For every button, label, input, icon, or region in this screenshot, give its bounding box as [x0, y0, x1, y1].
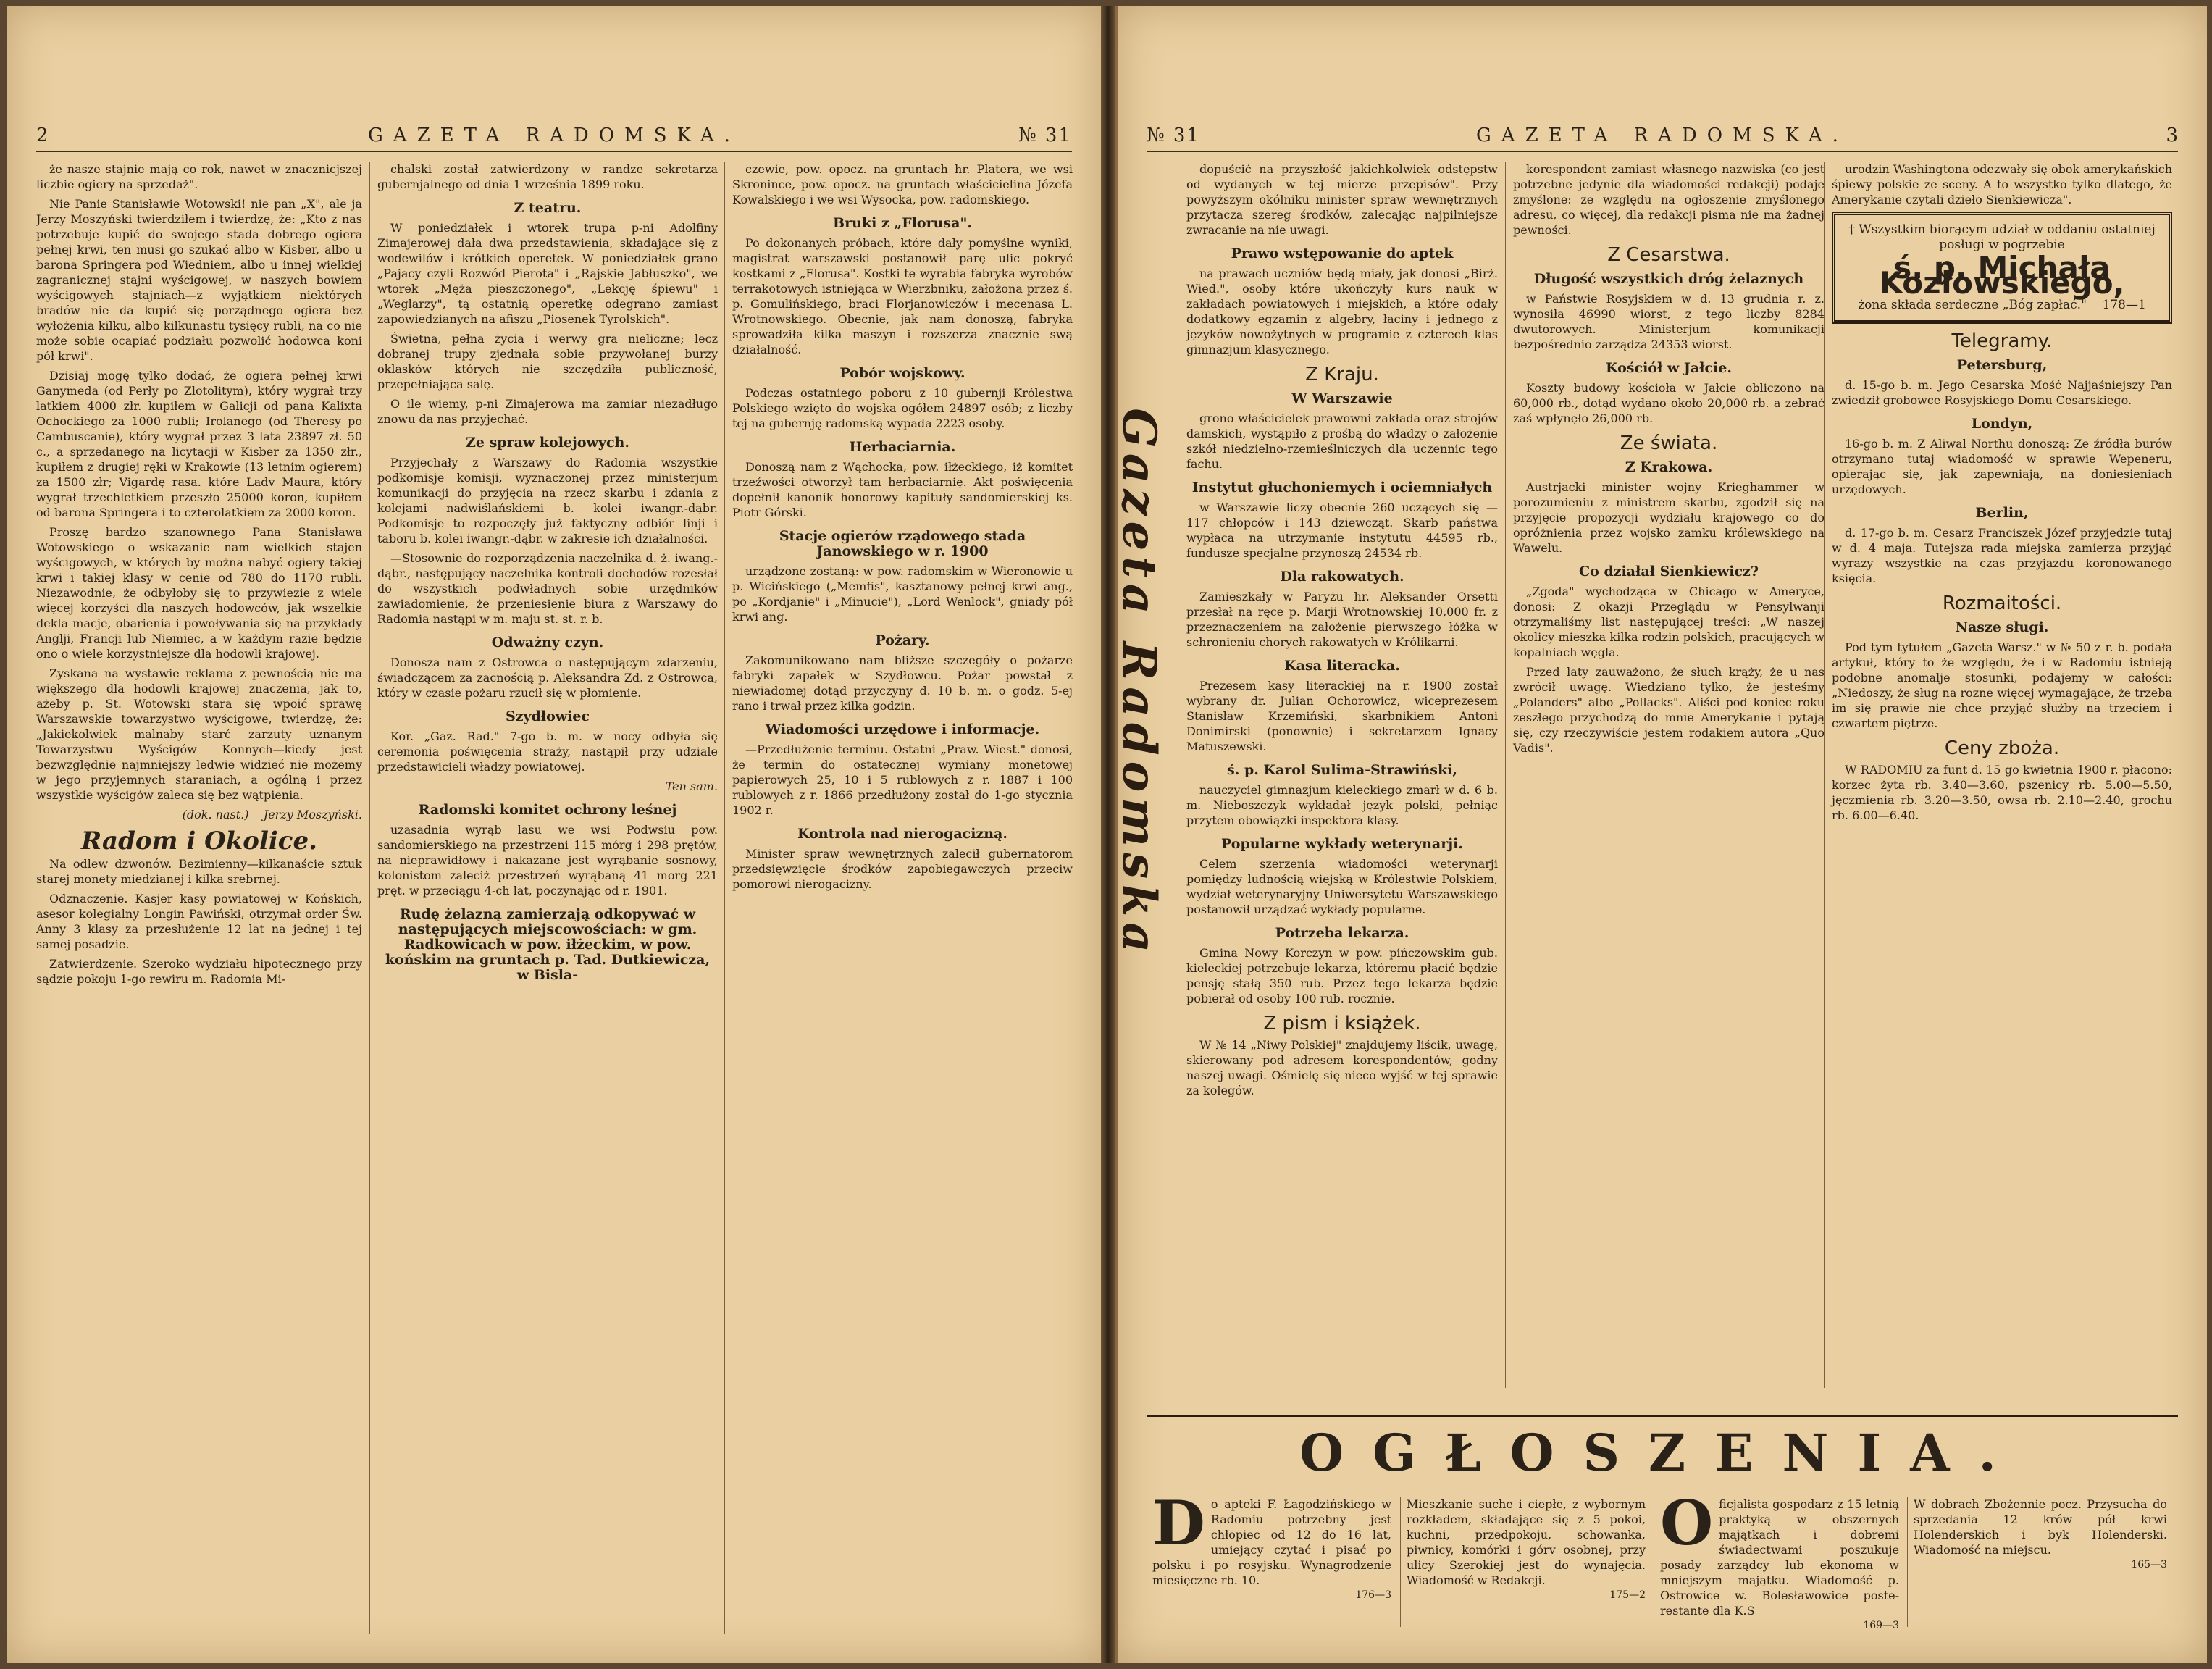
- paragraph: —Stosownie do rozporządzenia naczelnika d. ż. iwang.-dąbr., następujący naczelnika kontroli dochodów rozesłał do wszystkich podwładnych sobie urzędników zawiadomienie, że przeniesienie biura z Warszawy do Radomia nastąpi w m. maju st. st. r. b.: [377, 551, 718, 626]
- paragraph: Donoszą nam z Wąchocka, pow. iłżeckiego, iż komitet trzeźwości otworzył tam herbaciarnię. Akt poświęcenia dopełnił kanonik honorowy kapituły sandomierskiej ks. Piotr Górski.: [732, 460, 1073, 519]
- paragraph: Zamieszkały w Paryżu hr. Aleksander Orsetti przesłał na ręce p. Marji Wrotnowskiej 10,000 fr. z przeznaczeniem na założenie pierwszego łóżka w schronieniu chorych rakowatych w Królikarni.: [1186, 590, 1498, 649]
- article-heading: Kościół w Jałcie.: [1606, 360, 1732, 376]
- article-heading: Potrzeba lekarza.: [1275, 925, 1409, 941]
- masthead: GAZETA RADOMSKA.: [368, 125, 740, 146]
- paragraph: uzasadnia wyrąb lasu we wsi Podwsiu pow. sandomierskiego na przestrzeni 115 mórg i 298 prętów, na nieprawidłowy i nakazane jest wyrąbanie sosnowy, kolonistom zaleciż przestrzeń wyrąbaną 41 morg 221 pręt. w przeciągu 4-ch lat, poczynając od r. 1901.: [377, 823, 718, 898]
- section-heading: Radom i Okolice.: [81, 827, 317, 856]
- right-page: [1115, 6, 2207, 1663]
- paragraph: O ile wiemy, p-ni Zimajerowa ma zamiar niezadługo znowu da nas przyjechać.: [377, 397, 718, 426]
- paragraph: Austrjacki minister wojny Krieghammer w porozumieniu z ministrem skarbu, zgodził się na przyjęcie propozycji wydziału krajowego co do opróżnienia przez wojsko zamku królewskiego na Wawelu.: [1513, 480, 1825, 555]
- column-2: [369, 162, 718, 1634]
- column-1: [36, 162, 362, 1634]
- section-heading: Rozmaitości.: [1942, 593, 2062, 614]
- paragraph: grono właścicielek prawowni zakłada oraz strojów damskich, wystąpiło z prośbą do władzy o założenie szkół niedzielno-rzemieślniczych dla uczennic tego fachu.: [1186, 411, 1498, 471]
- paragraph: Na odlew dzwonów. Bezimienny—kilkanaście sztuk starej monety miedzianej i kilka srebrnej.: [36, 857, 362, 886]
- paragraph: korespondent zamiast własnego nazwiska (co jest potrzebne jedynie dla wiadomości redakcji) podaje zmyślone: ze względu na ogłoszenie zmyślonego adresu, co więcej, dla redakcji pisma nie ma żadnej pewności.: [1513, 162, 1825, 237]
- ad-pharmacy: [1147, 1487, 1397, 1627]
- obituary-closing: żona składa serdeczne „Bóg zapłać." 178—1: [1858, 298, 2146, 312]
- article-heading: W Warszawie: [1291, 390, 1393, 406]
- article-signature: (dok. nast.) Jerzy Moszyński.: [182, 808, 362, 821]
- issue-number: № 31: [1147, 125, 1200, 146]
- article-heading: Kontrola nad nierogacizną.: [797, 826, 1007, 842]
- column-1: [1186, 162, 1498, 1388]
- article-heading: Berlin,: [1975, 505, 2029, 521]
- paragraph: d. 15-go b. m. Jego Cesarska Mość Najjaśniejszy Pan zwiedził grobowce Rosyjskiego Domu Cesarskiego.: [1832, 378, 2172, 407]
- article-heading: Bruki z „Florusa".: [833, 215, 972, 231]
- article-heading: Ze spraw kolejowych.: [466, 435, 629, 451]
- ad-text: o apteki F. Łagodzińskiego w Radomiu potrzebny jest chłopiec od 12 do 16 lat, umiejący czytać i pisać po polsku i po rosyjsku. Wynagrodzenie miesięczne rb. 10.: [1152, 1497, 1391, 1587]
- article-heading: Rudę żelazną zamierzają odkopywać w następujących miejscowościach: w gm. Radkowicach w pow. iłżeckim, w pow. końskim na gruntach p. Tad. Dutkiewicza, w Bisla-: [385, 906, 711, 983]
- article-signature: Ten sam.: [665, 779, 718, 793]
- article-heading: Wiadomości urzędowe i informacje.: [765, 721, 1040, 737]
- ad-apartment: [1400, 1497, 1651, 1627]
- article-heading: Szydłowiec: [505, 708, 590, 724]
- paragraph: Przyjechały z Warszawy do Radomia wszystkie podkomisje komisji, wyznaczonej przez ministerjum komunikacji do przyjęcia na rzecz skarbu i zdania z kolejami nadwiślańskiemi b. kolei iwangr.-dąbr. Podkomisje to rozpoczęły już faktyczny odbiór linji i taboru b. kolei iwangr.-dąbr. w zakresie ich działalności.: [377, 456, 718, 545]
- article-heading: Petersburg,: [1956, 357, 2048, 373]
- article-heading: Instytut głuchoniemych i ociemniałych: [1191, 480, 1493, 495]
- article-heading: Pożary.: [875, 632, 930, 648]
- newspaper-spread: [7, 6, 2205, 1663]
- ad-code: 169—3: [1863, 1620, 1899, 1631]
- drop-cap: O: [1660, 1487, 1714, 1559]
- paragraph: Kor. „Gaz. Rad." 7-go b. m. w nocy odbyła się ceremonia poświęcenia straży, nastąpił przy udziale przedstawicieli władzy powiatowej.: [377, 729, 718, 774]
- paragraph: „Zgoda" wychodząca w Chicago w Ameryce, donosi: Z okazji Przeglądu w Pensylwanji otrzymaliśmy list następującej treści: „W naszej okolicy mieszka kilka rodzin polskich, pracujących w kopalniach węgla.: [1513, 585, 1825, 659]
- article-heading: Długość wszystkich dróg żelaznych: [1533, 271, 1804, 287]
- article-heading: Popularne wykłady weterynarji.: [1221, 836, 1463, 852]
- section-heading: Z Kraju.: [1305, 364, 1379, 385]
- article-heading: Kasa literacka.: [1284, 658, 1400, 674]
- article-heading: Stacje ogierów rządowego stada Janowskiego w r. 1900: [779, 528, 1026, 559]
- article-heading: Z teatru.: [514, 200, 582, 216]
- paragraph: Odznaczenie. Kasjer kasy powiatowej w Końskich, asesor kolegialny Longin Pawiński, otrzymał order Św. Anny 3 klasy za przesłużenie 12 lat na jednej i tej samej posadzie.: [36, 892, 362, 951]
- article-heading: Pobór wojskowy.: [839, 365, 965, 381]
- obituary-name: ś. p. Michała Kozłowskiego,: [1879, 250, 2125, 301]
- page-number: 2: [36, 125, 49, 146]
- paragraph: Zatwierdzenie. Szeroko wydziału hipotecznego przy sądzie pokoju 1-go rewiru m. Radomia Mi-: [36, 957, 362, 986]
- ad-code: 175—2: [1609, 1589, 1646, 1601]
- paragraph: W RADOMIU za funt d. 15 go kwietnia 1900 r. płacono: korzec żyta rb. 3.40—3.60, pszenicy rb. 5.00—5.50, jęczmienia rb. 3.20—3.50, owsa rb. 2.10—2.40, grochu rb. 6.00—6.40.: [1832, 763, 2172, 822]
- drop-cap: D: [1152, 1487, 1205, 1559]
- section-heading: Z pism i książek.: [1263, 1013, 1421, 1034]
- left-page: [7, 6, 1103, 1663]
- ad-text: Mieszkanie suche i ciepłe, z wybornym rozkładem, składające się z 5 pokoi, kuchni, przedpokoju, schowanka, piwnicy, komórki i górv osobnej, przy ulicy Szerokiej jest do wynajęcia. Wiadomość w Redakcji.: [1407, 1497, 1646, 1587]
- article-heading: ś. p. Karol Sulima-Strawiński,: [1227, 762, 1457, 778]
- paragraph: Pod tym tytułem „Gazeta Warsz." w № 50 z r. b. podała artykuł, który to że względu, że i w Radomiu istnieją podobne anomalje stosunki, podajemy w całości: „Niedoszy, że sług na rozne więcej wymagające, że trzeba im się prawie nie chce przyjąć służby na trzeciem i czwartem piętrze.: [1832, 640, 2172, 730]
- article-heading: Odważny czyn.: [491, 635, 604, 651]
- article-heading: Londyn,: [1971, 416, 2033, 432]
- paragraph: Prezesem kasy literackiej na r. 1900 został wybrany dr. Julian Ochorowicz, wiceprezesem Stanisław Krzemiński, skarbnikiem Antoni Donimirski (ponownie) i sekretarzem Ignacy Matuszewski.: [1186, 679, 1498, 753]
- article-heading: Z Krakowa.: [1625, 459, 1713, 475]
- article-heading: Radomski komitet ochrony leśnej: [418, 802, 677, 818]
- ads-heading: OGŁOSZENIA.: [1299, 1423, 2025, 1483]
- article-heading: Nasze sługi.: [1955, 619, 2049, 635]
- running-head: [1147, 122, 2178, 152]
- running-head: [36, 122, 1072, 152]
- paragraph: Proszę bardzo szanownego Pana Stanisława Wotowskiego o wskazanie nam wielkich stajen wyścigowych, w których by można nabyć ogiery takiej krwi i takiej klasy w cenie od 780 do 1170 rubli. Niezawodnie, że odbyłoby się to przywiezie z wiele więcej korzyści dla naszych hodowców, jak wszelkie dekla macje, obarienia i powoływania się na przykłady Anglji, Francji lub Niemiec, a w każdym razie będzie ono o wiele korzystniejsze dla hodowli krajowej.: [36, 525, 362, 661]
- advertisements-section: [1147, 1415, 2178, 1634]
- issue-number: № 31: [1018, 125, 1072, 146]
- paragraph: Gmina Nowy Korczyn w pow. pińczowskim gub. kieleckiej potrzebuje lekarza, któremu płacić będzie pensję stałą 350 rub. Przez tego lekarza będzie pobierał od osoby 100 rub. rocznie.: [1186, 946, 1498, 1005]
- paragraph: że nasze stajnie mają co rok, nawet w znacznicjszej liczbie ogiery na sprzedaż".: [36, 162, 362, 191]
- obituary-notice: [1832, 212, 2172, 324]
- section-heading: Ze świata.: [1620, 432, 1718, 454]
- paragraph: Koszty budowy kościoła w Jałcie obliczono na 60,000 rb., dotąd wydano około 20,000 rb. a zebrać zaś wpłynęło 26,000 rb.: [1513, 381, 1825, 425]
- ad-text: W dobrach Zbożennie pocz. Przysucha do sprzedania 12 krów pół krwi Holenderskich i byk Holenderski. Wiadomość na miejscu.: [1914, 1497, 2167, 1557]
- paragraph: urodzin Washingtona odezwały się obok amerykańskich śpiewy polskie ze sceny. A to wszystko tylko dlatego, że Amerykanie czytali dzieło Sienkiewicza".: [1832, 162, 2172, 206]
- paragraph: w Warszawie liczy obecnie 260 uczących się — 117 chłopców i 143 dziewcząt. Skarb państwa wypłaca na utrzymanie instytutu 44595 rb., fundusze specjalne przynoszą 24534 rb.: [1186, 501, 1498, 560]
- paragraph: Zakomunikowano nam bliższe szczegóły o pożarze fabryki zapałek w Szydłowcu. Pożar powstał z niewiadomej dotąd przyczyny d. 10 b. m. o godz. 5-ej rano i trwał przez kilka godzin.: [732, 653, 1073, 713]
- section-heading: Telegramy.: [1951, 330, 2053, 352]
- article-heading: Co działał Sienkiewicz?: [1579, 564, 1759, 580]
- ad-steward: [1654, 1487, 1905, 1631]
- bleed-through-text: [1105, 245, 1170, 1114]
- paragraph: Dzisiaj mogę tylko dodać, że ogiera pełnej krwi Ganymeda (od Perły po Zlotolitym), który wygrał trzy latkiem 4000 złr. kupiłem w Galicji od pana Kalixta Ochockiego za 1000 rubli; Irolanego (od Theresy po Cambuscanie), który wygrał przez 3 lata 23897 zł. 50 c., a sprzedanego na licytacji w Kisber za 1350 złr., kupiłem z drugiej ręki w Krakowie (13 letnim ogierem) za 1500 złr; Vigardę rasa. które Ladv Maura, który wygrał trzechletkiem przeszło 25000 koron, kupiłem od barona Springera i to czterolatkiem za 2000 koron.: [36, 369, 362, 519]
- paragraph: Nie Panie Stanisławie Wotowski! nie pan „X", ale ja Jerzy Moszyński twierdziłem i twierdzę, że: „Kto z nas potrzebuje kupić do swojego stada dobrego ogiera pełnej krwi, ten musi go szukać albo w Kisber, albo u barona Springera pod Wiedniem, albo u innej wielkiej zagranicznej stajni wyścigowej, w naszych bowiem wyścigowych stajniach—z wyjątkiem niektórych bradów nie da kupić się porządnego ogiera bez wyłożenia kilku, albo kilkunastu tysięcy rubli, na co nie może sobie ocapiać podziału pozwolić hodowca koni pół krwi".: [36, 197, 362, 363]
- paragraph: dopuścić na przyszłość jakichkolwiek odstępstw od wydanych w tej mierze przepisów". Przy powyższym okólniku minister spraw wewnętrznych przytacza szereg środków, zalecając najpilniejsze zwracanie na nie uwagi.: [1186, 162, 1498, 237]
- section-heading: Ceny zboża.: [1944, 737, 2060, 759]
- paragraph: Donosza nam z Ostrowca o następującym zdarzeniu, świadczącem za zacnością p. Aleksandra Zd. z Ostrowca, który w czasie pożaru rzucił się w płomienie.: [377, 656, 718, 700]
- obituary-intro: † Wszystkim biorącym udział w oddaniu ostatniej posługi w pogrzebie: [1848, 222, 2156, 252]
- paragraph: Świetna, pełna życia i werwy gra nieliczne; lecz dobranej trupy zjednała sobie przywołanej burzy oklasków których nie szczędziła publiczność, przepełniająca salę.: [377, 332, 718, 391]
- paragraph: d. 17-go b. m. Cesarz Franciszek Józef przyjedzie tutaj w d. 4 maja. Tutejsza rada miejska zamierza przyjąć wyrazy wszystkie na czas przyjazdu koronowanego księcia.: [1832, 526, 2172, 585]
- paragraph: 16-go b. m. Z Aliwal Northu donoszą: Ze źródła burów otrzymano tutaj wiadomość w sprawie Wepeneru, opierając się, jak zapewniają, na doniesieniach urzędowych.: [1832, 437, 2172, 496]
- column-2: [1505, 162, 1825, 1388]
- ad-code: 165—3: [2131, 1559, 2167, 1570]
- column-3: [724, 162, 1073, 1634]
- masthead: GAZETA RADOMSKA.: [1476, 125, 1848, 146]
- article-heading: Herbaciarnia.: [849, 439, 956, 455]
- paragraph: —Przedłużenie terminu. Ostatni „Praw. Wiest." donosi, że termin do ostatecznej wymiany monetowej papierowych 25, 10 i 5 rublowych z r. 1887 i 100 rublowych z r. 1866 przedłużony został do 1-go stycznia 1902 r.: [732, 743, 1073, 817]
- column-3: [1824, 162, 2172, 1388]
- paragraph: Zyskana na wystawie reklama z pewnością nie ma większego dla hodowli krajowej znaczenia, jak to, ażeby p. St. Wotowski stara się wpoić sprawę Warszawskie towarzystwo wyścigowe, twierdzę, że: „Jakiekolwiek malnaby starć zarzuty uznanym Towarzystwu Wyścigów Konnych—kiedy jest bezwzględnie najmniejszy ledwie widzieć nie możemy w jego przyjemnych staraniach, a ogólną i przez wszystkie wyścigów zaleca się bez wątpienia.: [36, 666, 362, 802]
- paragraph: Przed laty zauważono, że słuch krąży, że u nas zwrócił uwagę. Wiedziano tylko, że jesteśmy „Polanders" albo „Pollacks". Aliści pod koniec roku zeszłego przychodzą do mnie Amerykanie i pytają się, czy rzeczywiście jestem rodakiem autora „Quo Vadis".: [1513, 665, 1825, 755]
- ad-cattle-sale: [1907, 1497, 2173, 1627]
- paragraph: urządzone zostaną: w pow. radomskim w Wieronowie u p. Wicińskiego („Memfis", kasztanowy pełnej krwi ang., po „Kordjanie" i „Minucie"), „Lord Wenlock", gniady pół krwi ang.: [732, 564, 1073, 624]
- page-number: 3: [2166, 125, 2178, 146]
- paragraph: Po dokonanych próbach, które dały pomyślne wyniki, magistrat warszawski postanowił parę ulic pokryć kostkami z „Florusa". Kostki te wyrabia fabryka wyrobów terrakotowych istniejąca w Wierzbniku, założona przez ś. p. Gomulińskiego, braci Florjanowiczów i mecenasa L. Wrotnowskiego. Obecnie, jak nam donoszą, fabryka sprowadziła kilka maszyn i rozszerza znacznie swą działalność.: [732, 236, 1073, 356]
- paragraph: w Państwie Rosyjskiem w d. 13 grudnia r. z. wynosiła 46990 wiorst, z tego liczby 8284 dwutorowych. Ministerjum komunikacji bezpośrednio zarządza 24353 wiorst.: [1513, 292, 1825, 351]
- paragraph: W poniedziałek i wtorek trupa p-ni Adolfiny Zimajerowej dała dwa przedstawienia, składające się z wodewilów i krótkich operetek. W poniedziałek grano „Pajacy czyli Rozwód Pierota" i „Rajskie Jabłuszko", we wtorek „Męża pieszczonego", „Lekcję śpiewu" i „Weglarzy", tą ostatnią operetkę odegrano zamiast zapowiedzianych na afiszu „Piosenek Tyrolskich".: [377, 221, 718, 326]
- paragraph: Celem szerzenia wiadomości weterynarji pomiędzy ludnością wiejską w Królestwie Polskiem, wydział weterynaryjny Uniwersytetu Warszawskiego postanowił urządzać wykłady popularne.: [1186, 857, 1498, 916]
- paragraph: W № 14 „Niwy Polskiej" znajdujemy liścik, uwagę, skierowany pod adresem korespondentów, godny naszej uwagi. Ośmielę się nieco wyjść w tej sprawie za kolegów.: [1186, 1038, 1498, 1097]
- ads-row: [1147, 1487, 2178, 1631]
- sideways-masthead: Gazeta Radomska: [1112, 408, 1166, 958]
- ad-code: 176—3: [1355, 1589, 1391, 1601]
- section-heading: Z Cesarstwa.: [1607, 244, 1730, 266]
- article-heading: Prawo wstępowanie do aptek: [1231, 246, 1454, 262]
- ad-text: ficjalista gospodarz z 15 letnią praktyką w obszernych majątkach i dobremi świadectwami poszukuje posady zarządcy lub ekonoma w mniejszym majątku. Wiadomość p. Ostrowice w. Bolesławowice poste-restante dla K.S: [1660, 1497, 1899, 1618]
- paragraph: chalski został zatwierdzony w randze sekretarza gubernjalnego od dnia 1 września 1899 roku.: [377, 162, 718, 191]
- paragraph: czewie, pow. opocz. na gruntach hr. Platera, we wsi Skronince, pow. opocz. na gruntach właścicielina Józefa Kowalskiego i we wsi Wysocka, pow. radomskiego.: [732, 162, 1073, 206]
- article-heading: Dla rakowatych.: [1280, 569, 1404, 585]
- paragraph: nauczyciel gimnazjum kieleckiego zmarł w d. 6 b. m. Nieboszczyk wykładał język polski, pełniąc przytem obowiązki inspektora klasy.: [1186, 783, 1498, 827]
- paragraph: Podczas ostatniego poboru z 10 gubernji Królestwa Polskiego wzięto do wojska ogółem 24897 osób; z liczby tej na gubernję radomską wypada 2223 osoby.: [732, 386, 1073, 430]
- paragraph: Minister spraw wewnętrznych zalecił gubernatorom przedsięwzięcie środków zapobiegawczych przeciw pomorowi nierogacizny.: [732, 847, 1073, 891]
- paragraph: na prawach uczniów będą miały, jak donosi „Birż. Wied.", osoby które ukończyły kurs nauk w zakładach powiatowych i miejskich, a które odały dodatkowy egzamin z algebry, łaciny i jednego z języków nowożytnych w programie z czterech klas gimnazjum klasycznego.: [1186, 267, 1498, 356]
